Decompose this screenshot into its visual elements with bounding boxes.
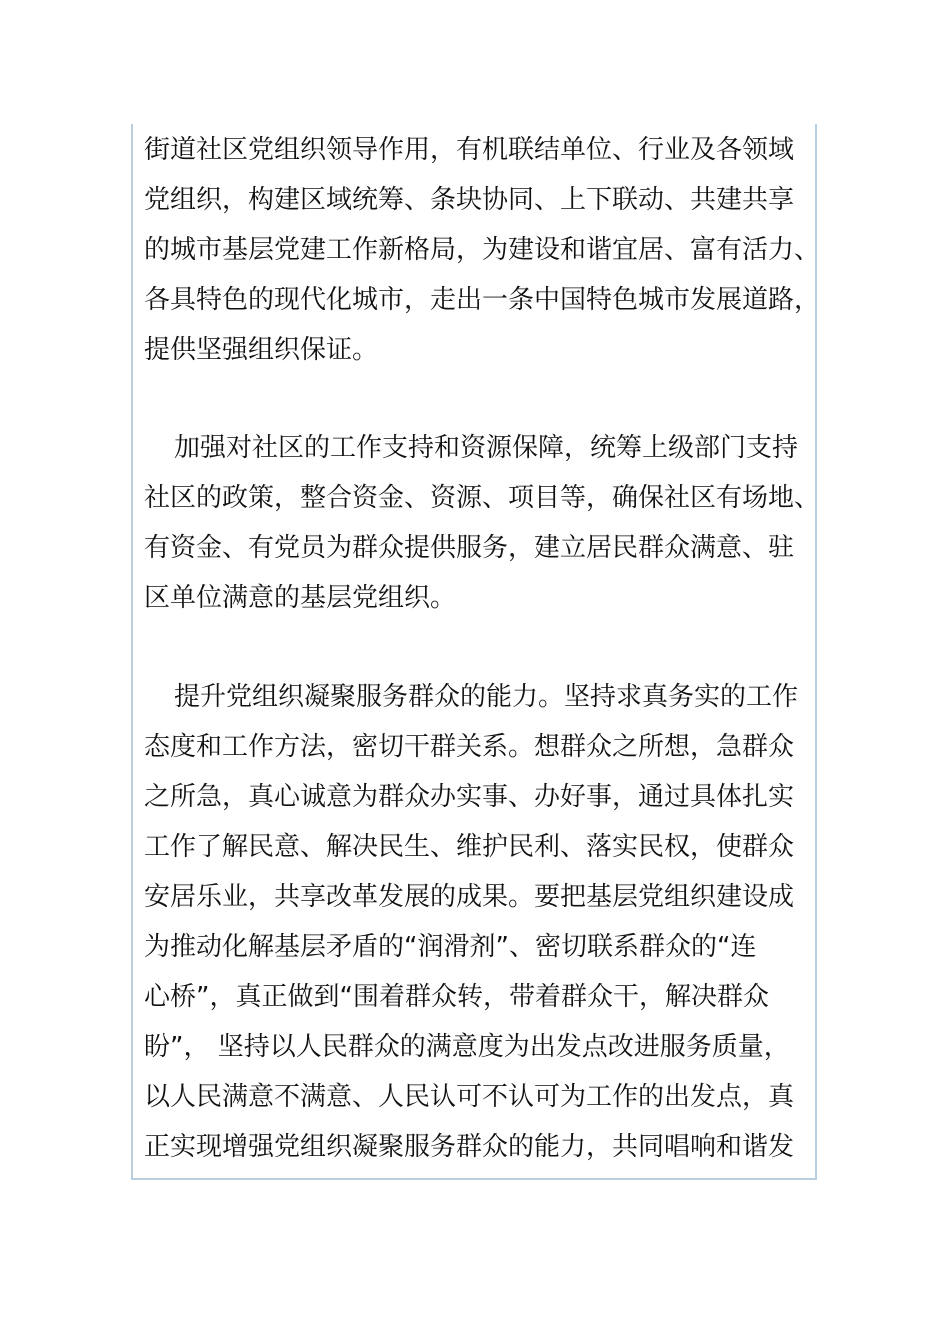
text-line: 正实现增强党组织凝聚服务群众的能力，共同唱响和谐发 (144, 1132, 795, 1162)
text-line: 党组织，构建区域统筹、条块协同、上下联动、共建共享 (144, 185, 795, 215)
text-line: 盼”， 坚持以人民群众的满意度为出发点改进服务质量， (144, 1032, 790, 1062)
text-line: 区单位满意的基层党组织。 (144, 583, 457, 613)
text-line: 安居乐业，共享改革发展的成果。要把基层党组织建设成 (144, 882, 795, 912)
text-line: 提供坚强组织保证。 (144, 335, 379, 365)
text-line: 工作了解民意、解决民生、维护民利、落实民权，使群众 (144, 832, 795, 862)
text-line: 加强对社区的工作支持和资源保障，统筹上级部门支持 (174, 433, 799, 463)
text-line: 社区的政策，整合资金、资源、项目等，确保社区有场地、 (144, 483, 821, 513)
text-line: 心桥”，真正做到“围着群众转，带着群众干，解决群众 (144, 982, 769, 1012)
text-line: 街道社区党组织领导作用，有机联结单位、行业及各领域 (144, 135, 795, 165)
text-line: 各具特色的现代化城市，走出一条中国特色城市发展道路， (144, 285, 821, 315)
text-line: 之所急，真心诚意为群众办实事、办好事，通过具体扎实 (144, 782, 795, 812)
text-line: 以人民满意不满意、人民认可不认可为工作的出发点，真 (144, 1082, 795, 1112)
text-line: 态度和工作方法，密切干群关系。想群众之所想，急群众 (144, 732, 795, 762)
page-frame (131, 124, 821, 1180)
text-line: 的城市基层党建工作新格局，为建设和谐宜居、富有活力、 (144, 235, 821, 265)
text-line: 有资金、有党员为群众提供服务，建立居民群众满意、驻 (144, 533, 795, 563)
text-line: 为推动化解基层矛盾的“润滑剂”、密切联系群众的“连 (144, 932, 757, 962)
text-line: 提升党组织凝聚服务群众的能力。坚持求真务实的工作 (174, 682, 799, 712)
